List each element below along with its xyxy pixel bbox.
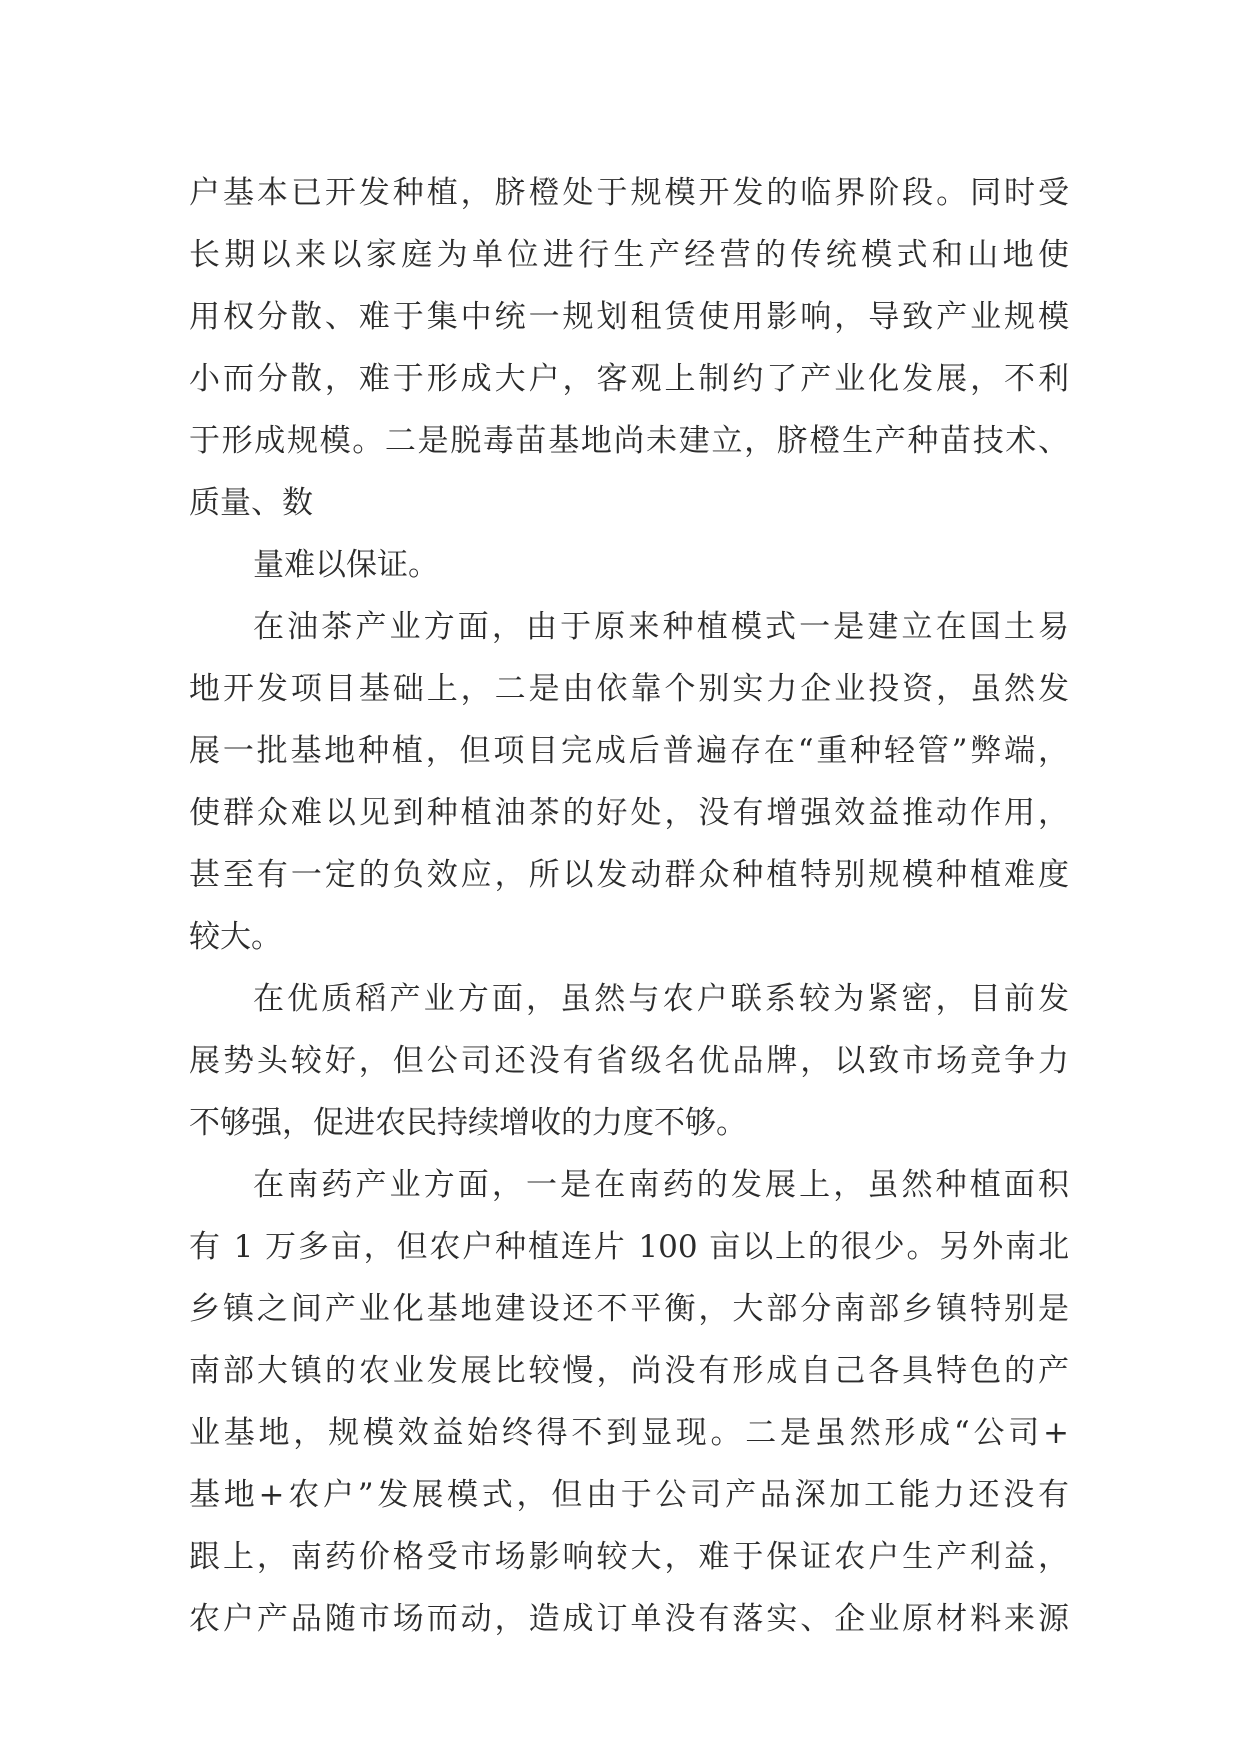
text-line: 基地+农户”发展模式，但由于公司产品深加工能力还没有 xyxy=(189,1477,1069,1513)
text-line: 不够强，促进农民持续增收的力度不够。 xyxy=(189,1105,747,1141)
text-line: 地开发项目基础上，二是由依靠个别实力企业投资，虽然发 xyxy=(189,671,1069,707)
text-line: 户基本已开发种植，脐橙处于规模开发的临界阶段。同时受 xyxy=(189,175,1069,211)
text-line: 于形成规模。二是脱毒苗基地尚未建立，脐橙生产种苗技术、 xyxy=(189,423,1069,459)
text-line: 跟上，南药价格受市场影响较大，难于保证农户生产利益， xyxy=(189,1539,1069,1575)
paragraph-start-line: 在南药产业方面，一是在南药的发展上，虽然种植面积 xyxy=(253,1167,1069,1203)
text-line: 质量、数 xyxy=(189,485,313,521)
document-body xyxy=(189,162,1069,1650)
text-line: 展一批基地种植，但项目完成后普遍存在“重种轻管”弊端， xyxy=(189,733,1069,769)
text-line: 乡镇之间产业化基地建设还不平衡，大部分南部乡镇特别是 xyxy=(189,1291,1069,1327)
text-line: 长期以来以家庭为单位进行生产经营的传统模式和山地使 xyxy=(189,237,1069,273)
text-line: 较大。 xyxy=(189,919,282,955)
text-line: 用权分散、难于集中统一规划租赁使用影响，导致产业规模 xyxy=(189,299,1069,335)
text-line: 小而分散，难于形成大户，客观上制约了产业化发展，不利 xyxy=(189,361,1069,397)
text-line: 农户产品随市场而动，造成订单没有落实、企业原材料来源 xyxy=(189,1601,1069,1637)
text-line: 南部大镇的农业发展比较慢，尚没有形成自己各具特色的产 xyxy=(189,1353,1069,1389)
text-line: 有 1 万多亩，但农户种植连片 100 亩以上的很少。另外南北 xyxy=(189,1229,1069,1265)
text-line: 甚至有一定的负效应，所以发动群众种植特别规模种植难度 xyxy=(189,857,1069,893)
paragraph-start-line: 在油茶产业方面，由于原来种植模式一是建立在国土易 xyxy=(253,609,1069,645)
text-line: 量难以保证。 xyxy=(253,547,439,583)
paragraph-start-line: 在优质稻产业方面，虽然与农户联系较为紧密，目前发 xyxy=(253,981,1069,1017)
text-line: 展势头较好，但公司还没有省级名优品牌，以致市场竞争力 xyxy=(189,1043,1069,1079)
text-line: 业基地，规模效益始终得不到显现。二是虽然形成“公司+ xyxy=(189,1415,1069,1451)
text-line: 使群众难以见到种植油茶的好处，没有增强效益推动作用， xyxy=(189,795,1069,831)
